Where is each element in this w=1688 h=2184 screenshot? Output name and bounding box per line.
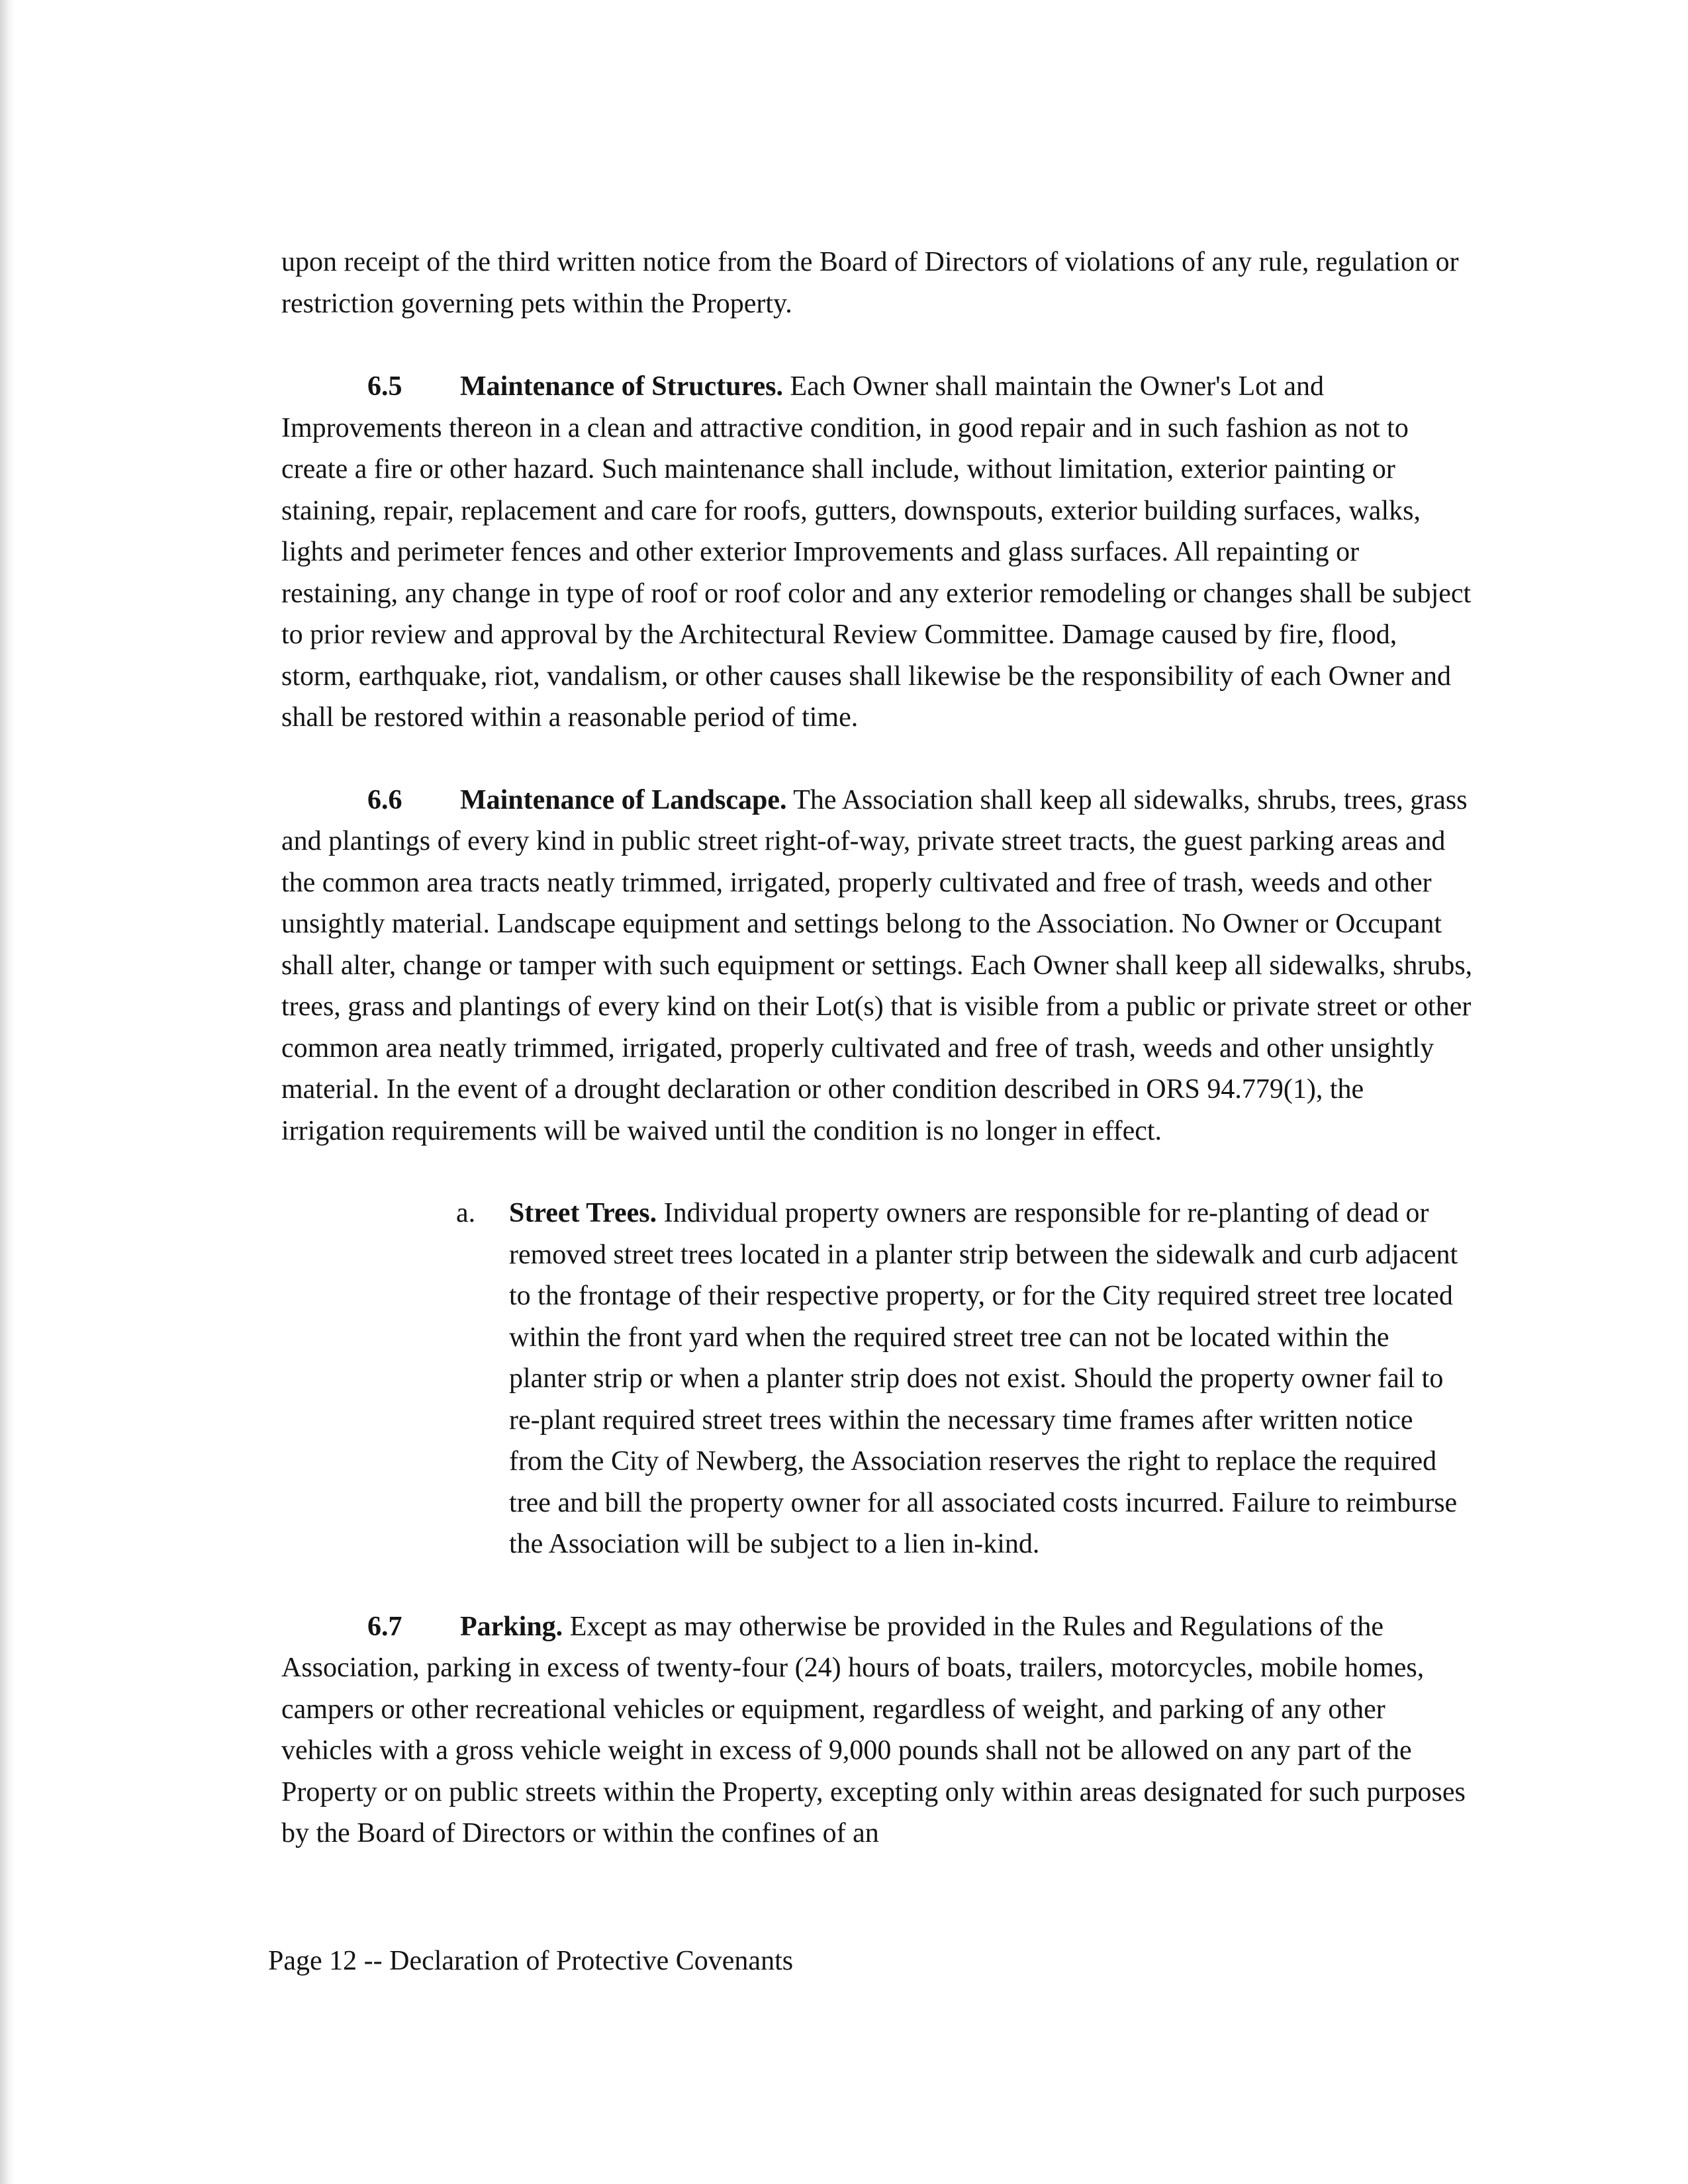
section-heading: Maintenance of Structures. bbox=[460, 371, 783, 402]
section-heading: Parking. bbox=[460, 1611, 563, 1642]
section-number: 6.5 bbox=[367, 371, 402, 402]
section-6-7 bbox=[281, 1606, 1473, 1854]
section-number: 6.7 bbox=[367, 1611, 402, 1642]
subitem-text: Individual property owners are responsible for re-planting of dead or removed street trees located in a planter strip between the sidewalk and curb adjacent to the frontage of their respective property, or for the City required street tree located within the front yard when the required street tree can not be located within the planter strip or when a planter strip does not exist. Should the property owner fail to re-plant required street trees within the necessary time frames after written notice from the City of Newberg, the Association reserves the right to replace the required tree and bill the property owner for all associated costs incurred. Failure to reimburse the Association will be subject to a lien in-kind. bbox=[509, 1198, 1458, 1559]
section-text: Except as may otherwise be provided in the Rules and Regulations of the Association, parking in excess of twenty-four (24) hours of boats, trailers, motorcycles, mobile homes, campers or other recreational vehicles or equipment, regardless of weight, and parking of any other vehicles with a gross vehicle weight in excess of 9,000 pounds shall not be allowed on any part of the Property or on public streets within the Property, excepting only within areas designated for such purposes by the Board of Directors or within the confines of an bbox=[281, 1611, 1466, 1848]
section-number: 6.6 bbox=[367, 784, 402, 815]
section-6-6 bbox=[281, 780, 1473, 1152]
subitem-marker: a. bbox=[456, 1198, 476, 1228]
section-6-5 bbox=[281, 366, 1473, 739]
section-heading: Maintenance of Landscape. bbox=[460, 784, 787, 815]
section-text: Each Owner shall maintain the Owner's Lot and Improvements thereon in a clean and attractive condition, in good repair and in such fashion as not to create a fire or other hazard. Such maintenance shall include, without limitation, exterior painting or staining, repair, replacement and care for roofs, gutters, downspouts, exterior building surfaces, walks, lights and perimeter fences and other exterior Improvements and glass surfaces. All repainting or restaining, any change in type of roof or roof color and any exterior remodeling or changes shall be subject to prior review and approval by the Architectural Review Committee. Damage caused by fire, flood, storm, earthquake, riot, vandalism, or other causes shall likewise be the responsibility of each Owner and shall be restored within a reasonable period of time. bbox=[281, 371, 1472, 733]
intro-paragraph: upon receipt of the third written notice from the Board of Directors of violations of any rule, regulation or restriction governing pets within the Property. bbox=[281, 247, 1459, 319]
document-body bbox=[281, 242, 1473, 1895]
section-text: The Association shall keep all sidewalks, shrubs, trees, grass and plantings of every kind in public street right-of-way, private street tracts, the guest parking areas and the common area tracts neatly trimmed, irrigated, properly cultivated and free of trash, weeds and other unsightly material. Landscape equipment and settings belong to the Association. No Owner or Occupant shall alter, change or tamper with such equipment or settings. Each Owner shall keep all sidewalks, shrubs, trees, grass and plantings of every kind on their Lot(s) that is visible from a public or private street or other common area neatly trimmed, irrigated, properly cultivated and free of trash, weeds and other unsightly material. In the event of a drought declaration or other condition described in ORS 94.779(1), the irrigation requirements will be waived until the condition is no longer in effect. bbox=[281, 784, 1473, 1146]
subitem-heading: Street Trees. bbox=[509, 1198, 657, 1228]
subitem-street-trees bbox=[456, 1193, 1473, 1565]
page-footer: Page 12 -- Declaration of Protective Covenants bbox=[268, 1946, 794, 1976]
scan-edge bbox=[0, 0, 15, 2184]
